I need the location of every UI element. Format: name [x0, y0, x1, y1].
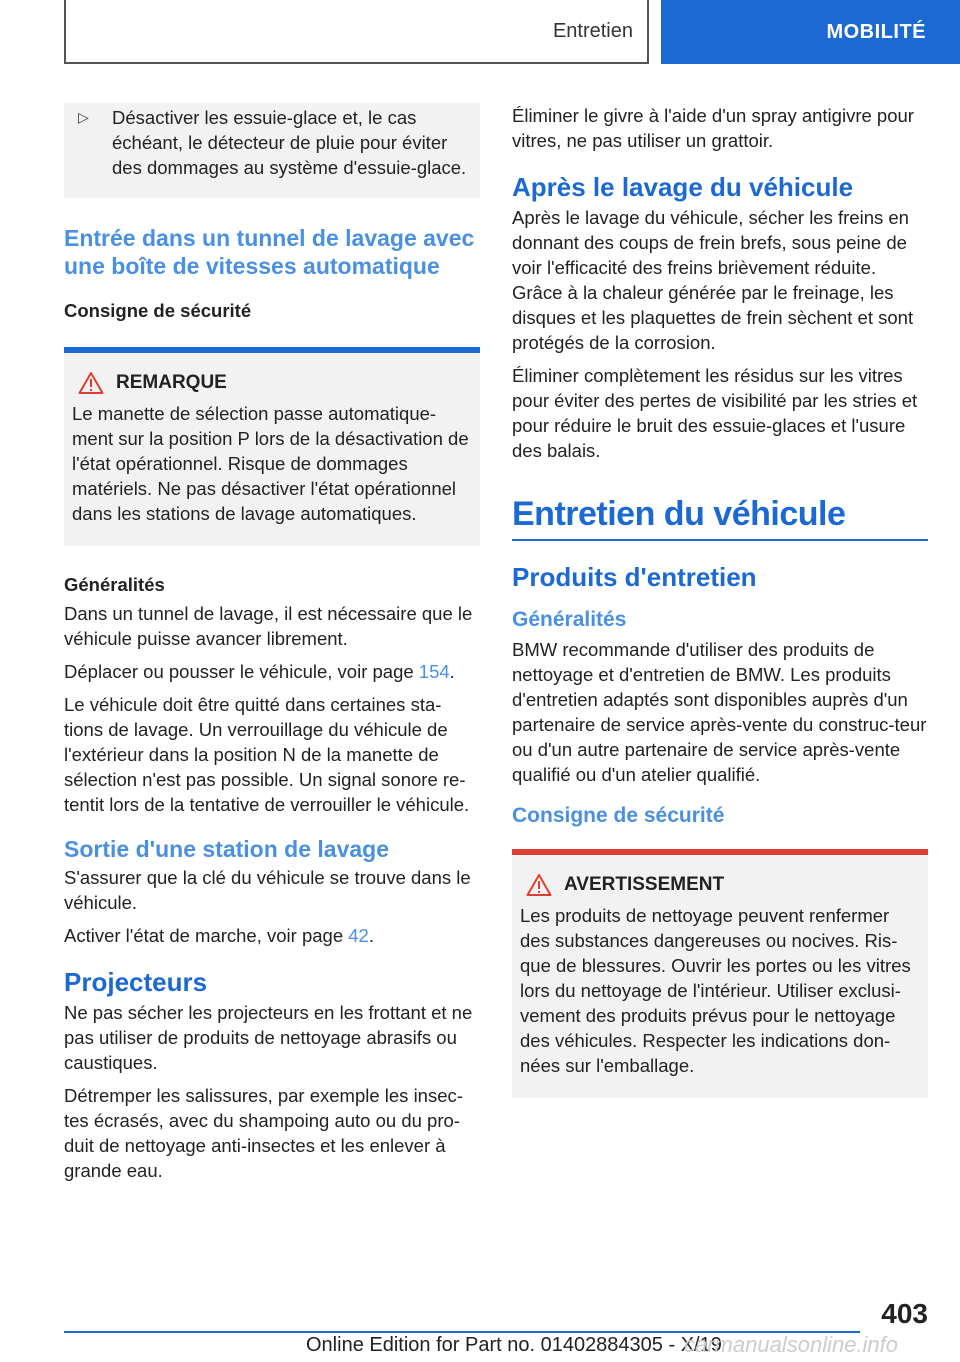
notice-title: REMARQUE — [116, 372, 227, 393]
triangle-bullet-icon: ▷ — [78, 109, 89, 125]
paragraph: Détremper les salissures, par exemple les insec-tes écrasés, avec du shampoing auto ou du pro-duit de nettoyage anti-insectes et les enlever à grande eau. — [64, 1085, 463, 1181]
notice-text: Le manette de sélection passe automatique-ment sur la position P lors de la désactivation de l'état opérationnel. Risque de dommages matériels. Ne pas désactiver l'état opérationnel dans les stations de lavage automatiques. — [72, 403, 469, 524]
chapter-title: Entretien du véhicule — [512, 495, 846, 533]
header-chapter-tab — [661, 0, 960, 64]
warning-title-row — [520, 873, 920, 897]
paragraph: Ne pas sécher les projecteurs en les frottant et ne pas utiliser de produits de nettoyage abrasifs ou caustiques. — [64, 1002, 473, 1073]
page-link-42[interactable]: 42 — [348, 925, 369, 946]
page-link-154[interactable]: 154 — [418, 661, 450, 682]
paragraph: Éliminer le givre à l'aide d'un spray antigivre pour vitres, ne pas utiliser un grattoir. — [512, 105, 914, 151]
paragraph: Dans un tunnel de lavage, il est nécessaire que le véhicule puisse avancer librement. — [64, 603, 473, 649]
notice-title-row — [72, 371, 472, 395]
bullet-box — [64, 103, 480, 198]
warning-title: AVERTISSEMENT — [564, 874, 725, 895]
heading-tunnel: Entrée dans un tunnel de lavage avec une boîte de vitesses automatique — [64, 225, 475, 279]
footer-watermark: carmanualsonline.info — [684, 1332, 899, 1357]
heading-safety: Consigne de sécurité — [512, 804, 725, 827]
text-span: Activer l'état de marche, voir page — [64, 925, 349, 946]
footer-edition: Online Edition for Part no. 01402884305 - X/19 — [306, 1334, 722, 1356]
warning-box — [512, 849, 928, 1098]
text-span: Déplacer ou pousser le véhicule, voir page — [64, 661, 419, 682]
paragraph — [64, 923, 480, 948]
text-span: . — [449, 661, 455, 682]
heading-general: Généralités — [512, 608, 627, 631]
paragraph: Après le lavage du véhicule, sécher les freins en donnant des coups de frein brefs, sous peine de voir l'efficacité des freins brièvement réduite. Grâce à la chaleur générée par le freinage, les disques et les plaquettes de frein sèchent et sont protégés de la corrosion. — [512, 207, 914, 353]
warning-text: Les produits de nettoyage peuvent renfermer des substances dangereuses ou nocives. Ris-que de blessures. Ouvrir les portes ou les vitres lors du nettoyage de l'intérieur. Utiliser exclusi-vement des produits prévus pour le nettoyage des véhicules. Respecter les indications don-nées sur l'emballage. — [520, 905, 911, 1076]
header-section-label: Entretien — [552, 19, 633, 42]
bullet-text: Désactiver les essuie-glace et, le cas échéant, le détecteur de pluie pour éviter des dommages au système d'essuie-glace. — [112, 107, 467, 178]
safety-label: Consigne de sécurité — [64, 300, 252, 321]
paragraph — [64, 659, 480, 684]
right-column — [512, 103, 928, 1098]
warning-triangle-icon — [78, 371, 104, 395]
paragraph: Le véhicule doit être quitté dans certaines sta-tions de lavage. Un verrouillage du véhicule de l'extérieur dans la position N de la manette de sélection n'est pas possible. Un signal sonore re-tentit lors de la tentative de verrouiller le véhicule. — [64, 694, 470, 815]
heading-headlights: Projecteurs — [64, 967, 208, 997]
heading-products: Produits d'entretien — [512, 562, 757, 592]
warning-triangle-icon — [526, 873, 552, 897]
header-chapter-label: MOBILITÉ — [826, 20, 926, 43]
paragraph: BMW recommande d'utiliser des produits de nettoyage et d'entretien de BMW. Les produits d'entretien adaptés sont disponibles auprès d'un partenaire de service après-vente du construc-teur ou d'un autre partenaire de service après-vente qualifié ou d'un atelier qualifié. — [512, 639, 927, 785]
left-column — [64, 103, 480, 1191]
general-label: Généralités — [64, 574, 165, 595]
notice-box — [64, 347, 480, 546]
text-span: . — [368, 925, 374, 946]
heading-exit: Sortie d'une station de lavage — [64, 836, 389, 862]
chapter-rule — [512, 539, 928, 541]
paragraph: Éliminer complètement les résidus sur les vitres pour éviter des pertes de visibilité par les stries et pour réduire le bruit des essuie-glaces et l'usure des balais. — [512, 365, 918, 461]
header-section-tab — [64, 0, 649, 64]
paragraph: S'assurer que la clé du véhicule se trouve dans le véhicule. — [64, 867, 471, 913]
heading-after-wash: Après le lavage du véhicule — [512, 172, 854, 202]
page-number: 403 — [881, 1298, 928, 1329]
